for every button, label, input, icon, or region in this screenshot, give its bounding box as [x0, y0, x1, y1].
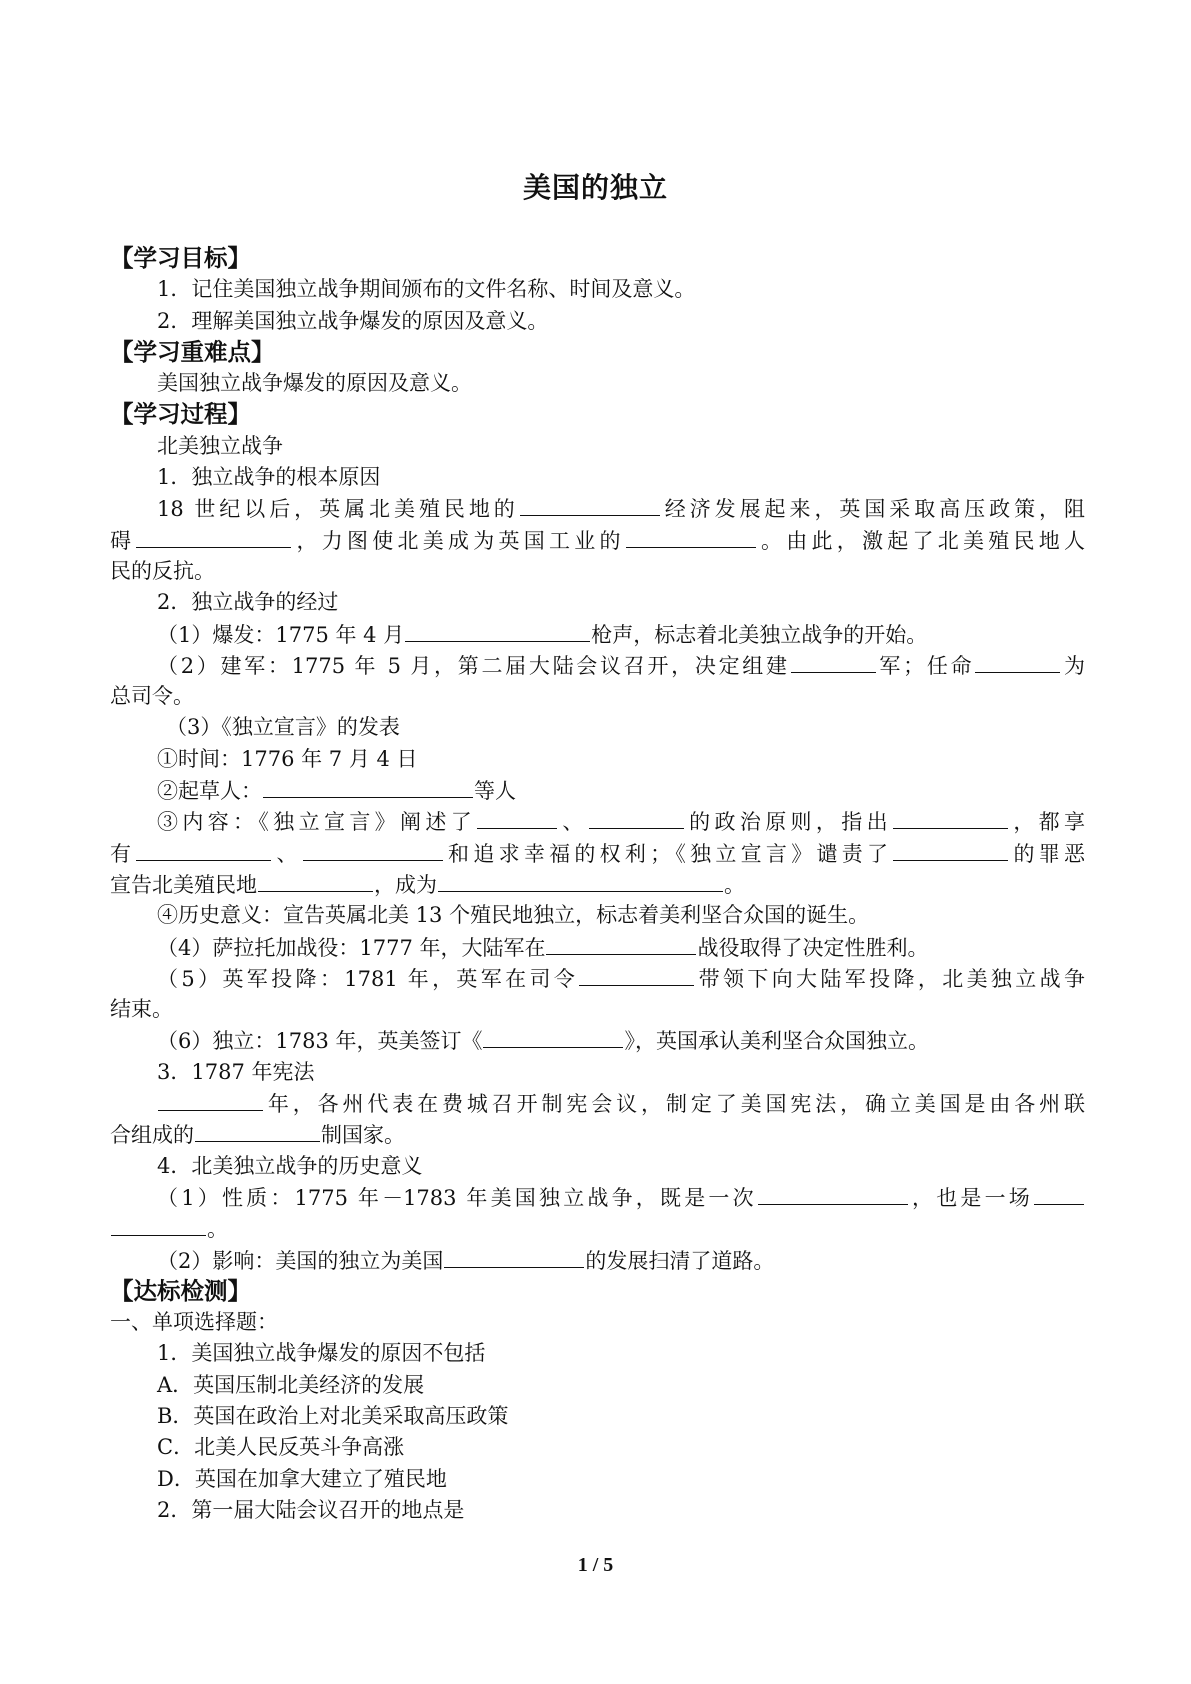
question: 2．第一届大陆会议召开的地点是: [157, 1497, 465, 1522]
process-heading: 【学习过程】: [110, 400, 251, 429]
paragraph-line: （6）独立：1783 年，英美签订《 》，英国承认美利坚合众国独立。: [110, 1025, 1085, 1056]
answer-blank[interactable]: [546, 932, 696, 955]
paragraph-line: 有 、 和追求幸福的权利；《独立宣言》谴责了 的罪恶: [110, 838, 1085, 869]
answer-blank[interactable]: [405, 619, 590, 642]
answer-blank[interactable]: [263, 775, 473, 798]
paragraph-line: 结束。: [110, 997, 173, 1022]
paragraph-line: 宣告北美殖民地 ，成为 。: [110, 869, 1085, 900]
answer-option[interactable]: C．北美人民反英斗争高涨: [157, 1435, 405, 1460]
answer-blank[interactable]: [589, 806, 684, 829]
answer-blank[interactable]: [758, 1182, 908, 1205]
answer-blank[interactable]: [893, 838, 1008, 861]
paragraph-line: （2）影响：美国的独立为美国 的发展扫清了道路。: [110, 1245, 1085, 1276]
paragraph-line: 总司令。: [110, 684, 194, 709]
paragraph-line: 18 世纪以后，英属北美殖民地的 经济发展起来，英国采取高压政策，阻: [110, 493, 1085, 524]
worksheet-body: [110, 243, 1085, 1526]
objectives-heading: 【学习目标】: [110, 244, 251, 272]
answer-blank[interactable]: [975, 650, 1060, 673]
objective-item: 1．记住美国独立战争期间颁布的文件名称、时间及意义。: [157, 277, 696, 302]
paragraph-line: （1）爆发：1775 年 4 月 枪声，标志着北美独立战争的开始。: [110, 619, 1085, 650]
answer-blank[interactable]: [136, 525, 291, 548]
objective-item: 2．理解美国独立战争爆发的原因及意义。: [157, 308, 549, 333]
paragraph-line: 民的反抗。: [110, 558, 215, 583]
subsection-title: 4．北美独立战争的历史意义: [157, 1153, 423, 1178]
key-points-heading: 【学习重难点】: [110, 337, 275, 366]
answer-blank[interactable]: [195, 1119, 320, 1142]
paragraph-line: ①时间：1776 年 7 月 4 日: [157, 746, 418, 771]
key-points-text: 美国独立战争爆发的原因及意义。: [157, 371, 472, 396]
check-heading: 【达标检测】: [110, 1276, 251, 1305]
subsection-title: 1．独立战争的根本原因: [157, 465, 381, 490]
answer-blank[interactable]: [626, 525, 756, 548]
answer-blank[interactable]: [303, 838, 443, 861]
paragraph-line: 碍 ，力图使北美成为英国工业的 。由此，激起了北美殖民地人: [110, 525, 1085, 556]
page-title: 美国的独立: [522, 171, 668, 204]
paragraph-line: （1）性质：1775 年－1783 年美国独立战争，既是一次 ，也是一场: [110, 1182, 1085, 1213]
answer-blank[interactable]: [477, 806, 557, 829]
paragraph-line: （4）萨拉托加战役：1777 年，大陆军在 战役取得了决定性胜利。: [110, 932, 1085, 963]
question-part-title: 一、单项选择题：: [110, 1310, 278, 1335]
paragraph-line: ③内容：《独立宣言》阐述了 、 的政治原则，指出 ，都享: [110, 806, 1085, 837]
answer-blank[interactable]: [483, 1025, 623, 1048]
subsection-title: 3．1787 年宪法: [157, 1059, 315, 1084]
paragraph-line: （2）建军：1775 年 5 月，第二届大陆会议召开，决定组建 军；任命 为: [110, 650, 1085, 681]
process-section-title: 北美独立战争: [157, 433, 283, 458]
answer-blank[interactable]: [111, 1213, 206, 1236]
answer-option[interactable]: B．英国在政治上对北美采取高压政策: [157, 1403, 509, 1428]
answer-blank[interactable]: [438, 869, 723, 892]
subsection-title: 2．独立战争的经过: [157, 590, 339, 615]
paragraph-line: 合组成的 制国家。: [110, 1119, 1085, 1150]
answer-blank[interactable]: [893, 806, 1008, 829]
answer-option[interactable]: A．英国压制北美经济的发展: [157, 1372, 425, 1397]
answer-option[interactable]: D．英国在加拿大建立了殖民地: [157, 1466, 447, 1491]
paragraph-line: 年，各州代表在费城召开制宪会议，制定了美国宪法，确立美国是由各州联: [110, 1088, 1085, 1119]
answer-blank[interactable]: [158, 1088, 263, 1111]
answer-blank[interactable]: [579, 963, 694, 986]
question: 1．美国独立战争爆发的原因不包括: [157, 1341, 486, 1366]
answer-blank[interactable]: [444, 1245, 584, 1268]
paragraph-line: （5）英军投降：1781 年，英军在司令 带领下向大陆军投降，北美独立战争: [110, 963, 1085, 994]
paragraph-line: ④历史意义：宣告英属北美 13 个殖民地独立，标志着美利坚合众国的诞生。: [157, 903, 870, 928]
paragraph-line: （3）《独立宣言》的发表: [166, 715, 400, 740]
answer-blank[interactable]: [1034, 1182, 1084, 1205]
answer-blank[interactable]: [258, 869, 373, 892]
answer-blank[interactable]: [520, 493, 660, 516]
paragraph-line: ②起草人： 等人: [110, 775, 1085, 806]
answer-blank[interactable]: [791, 650, 876, 673]
page-number: 1 / 5: [577, 1554, 614, 1576]
paragraph-line: 。: [110, 1213, 1085, 1244]
answer-blank[interactable]: [136, 838, 271, 861]
